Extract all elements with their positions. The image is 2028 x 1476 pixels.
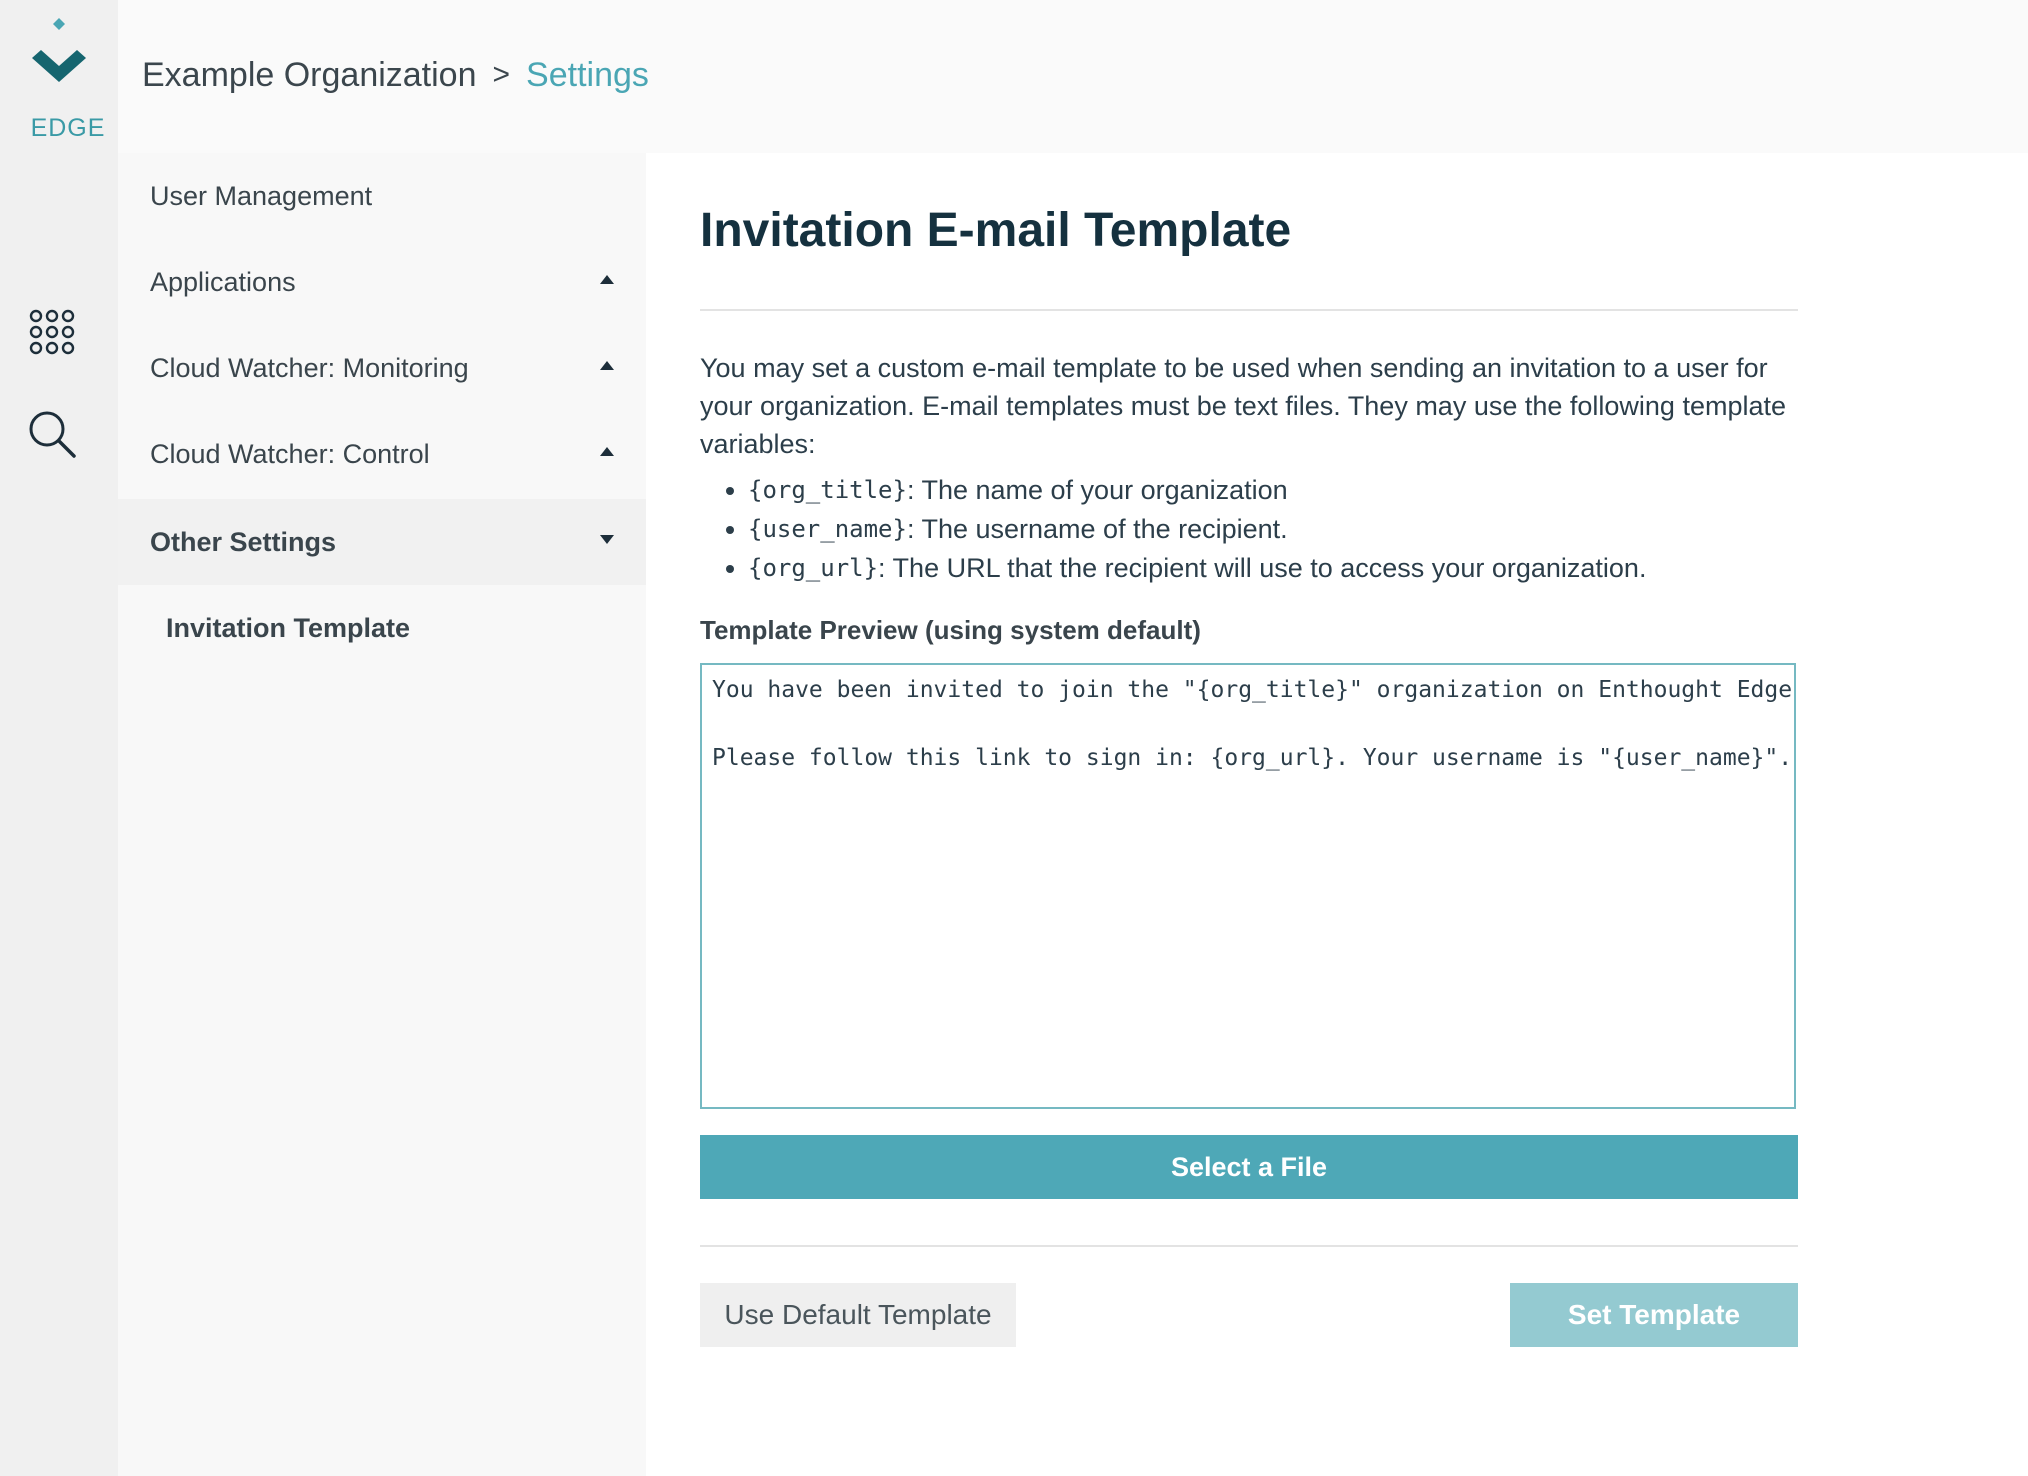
template-variables-list — [700, 471, 1798, 588]
use-default-template-button[interactable]: Use Default Template — [700, 1283, 1016, 1347]
variable-name: {org_url} — [748, 554, 879, 582]
caret-up-icon — [600, 447, 614, 456]
preview-label: Template Preview (using system default) — [700, 615, 1201, 645]
select-file-button[interactable]: Select a File — [700, 1135, 1798, 1199]
sidebar-subitem-label: Invitation Template — [166, 612, 411, 643]
actions-divider — [700, 1245, 1798, 1247]
variable-name: {org_title} — [748, 476, 907, 504]
search-icon[interactable] — [26, 408, 78, 460]
settings-sidebar — [118, 153, 646, 1476]
template-preview-textarea[interactable] — [700, 663, 1796, 1109]
sidebar-item-cloud-watcher-control[interactable] — [118, 411, 646, 497]
sidebar-item-applications[interactable] — [118, 239, 646, 325]
apps-grid-icon[interactable] — [26, 306, 78, 358]
sidebar-subitem-invitation-template[interactable] — [118, 585, 646, 671]
breadcrumb-separator: > — [492, 58, 511, 91]
sidebar-item-user-management[interactable] — [118, 153, 646, 239]
variable-description: : The URL that the recipient will use to access your organization. — [878, 553, 1647, 583]
edge-logo[interactable] — [14, 14, 106, 142]
list-item — [700, 510, 1798, 549]
bullet-icon — [726, 565, 734, 573]
caret-up-icon — [600, 275, 614, 284]
set-template-button[interactable]: Set Template — [1510, 1283, 1798, 1347]
list-item — [700, 471, 1798, 510]
app-rail — [0, 0, 118, 1476]
brand-name: EDGE — [30, 114, 106, 142]
sidebar-item-label: Applications — [150, 266, 296, 297]
breadcrumb-org[interactable]: Example Organization — [142, 55, 477, 94]
page-title: Invitation E-mail Template — [700, 204, 1292, 257]
list-item — [700, 549, 1798, 588]
variable-name: {user_name} — [748, 515, 907, 543]
caret-down-icon — [600, 535, 614, 544]
breadcrumb-current: Settings — [526, 55, 649, 94]
sidebar-item-cloud-watcher-monitoring[interactable] — [118, 325, 646, 411]
sidebar-item-label: Other Settings — [150, 526, 337, 557]
variable-description: : The username of the recipient. — [906, 514, 1288, 544]
template-description: You may set a custom e-mail template to be used when sending an invitation to a user for your organization. E-mail templates must be text files. They may use the following template variables: — [700, 353, 1787, 459]
breadcrumb — [142, 50, 649, 100]
bullet-icon — [726, 487, 734, 495]
bullet-icon — [726, 526, 734, 534]
sidebar-item-label: User Management — [150, 180, 373, 211]
sidebar-item-label: Cloud Watcher: Control — [150, 438, 430, 469]
edge-logo-icon — [24, 14, 94, 84]
main-panel — [646, 153, 2028, 1476]
title-divider — [700, 309, 1798, 311]
sidebar-item-label: Cloud Watcher: Monitoring — [150, 352, 469, 383]
variable-description: : The name of your organization — [906, 475, 1288, 505]
caret-up-icon — [600, 361, 614, 370]
sidebar-item-other-settings[interactable] — [118, 499, 646, 585]
